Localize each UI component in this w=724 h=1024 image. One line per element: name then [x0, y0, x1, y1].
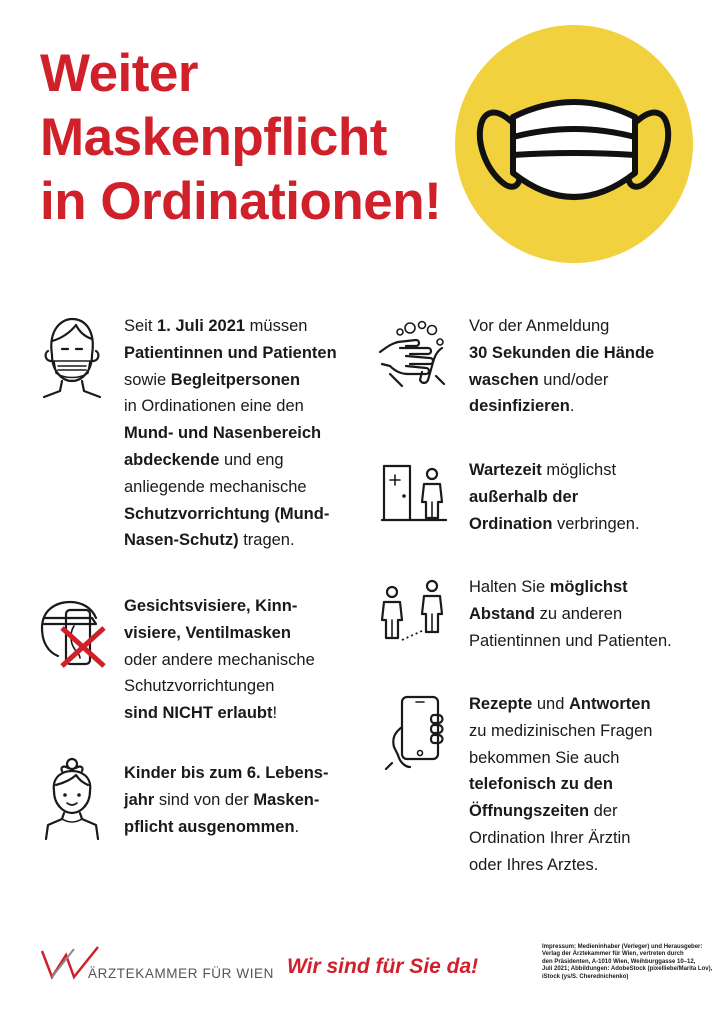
- phone-text: Rezepte und Antworten zu medizinischen Fragen bekommen Sie auch telefonisch zu den Öffnungszeiten der Ordination Ihrer Ärztin oder Ihres Arztes.: [469, 695, 653, 874]
- waiting-text: Wartezeit möglichst außerhalb der Ordination verbringen.: [469, 461, 640, 533]
- handwash-text: Vor der Anmeldung 30 Sekunden die Hände waschen und/oder desinfizieren.: [469, 317, 655, 416]
- page-title: [40, 42, 441, 234]
- slogan: Wir sind für Sie da!: [287, 955, 479, 978]
- mask-rule-text: Seit 1. Juli 2021 müssen Patientinnen und Patienten sowie Begleitpersonen in Ordinationen eine den Mund- und Nasenbereich abdeckende und eng anliegende mechanische Schutzvorrichtung (Mund- Nasen-Schutz) tragen.: [124, 317, 337, 550]
- face-shield-crossed-icon: [36, 596, 110, 670]
- logo-text: ÄRZTEKAMMER FÜR WIEN: [88, 966, 274, 981]
- child-icon: [42, 755, 102, 841]
- clinic-door-person-icon: [380, 462, 448, 524]
- children-text: Kinder bis zum 6. Lebens- jahr sind von der Masken- pflicht ausgenommen.: [124, 764, 329, 836]
- hand-holding-phone-icon: [384, 693, 448, 775]
- title-line-2: Maskenpflicht: [40, 108, 387, 167]
- distance-text: Halten Sie möglichst Abstand zu anderen Patientinnen und Patienten.: [469, 578, 672, 650]
- face-with-mask-icon: [40, 315, 104, 401]
- face-mask-icon: [455, 25, 693, 263]
- two-persons-distance-icon: [378, 578, 448, 644]
- hand-washing-icon: [376, 318, 448, 390]
- impressum: Impressum: Medieninhaber (Verleger) und Herausgeber: Verlag der Ärztekammer für Wien, vertreten durch den Präsidenten, A-1010 Wien, Weihburggasse 10–12, Juli 2021; Abbildungen: AdobeStock (pixelliebe/Marita Lov), iStock (ys/S. Cherednichenko): [542, 944, 713, 980]
- visors-text: Gesichtsvisiere, Kinn- visiere, Ventilmasken oder andere mechanische Schutzvorrichtungen sind NICHT erlaubt!: [124, 597, 315, 723]
- title-line-3: in Ordinationen!: [40, 172, 442, 231]
- title-line-1: Weiter: [40, 44, 199, 103]
- mask-circle: [455, 25, 693, 263]
